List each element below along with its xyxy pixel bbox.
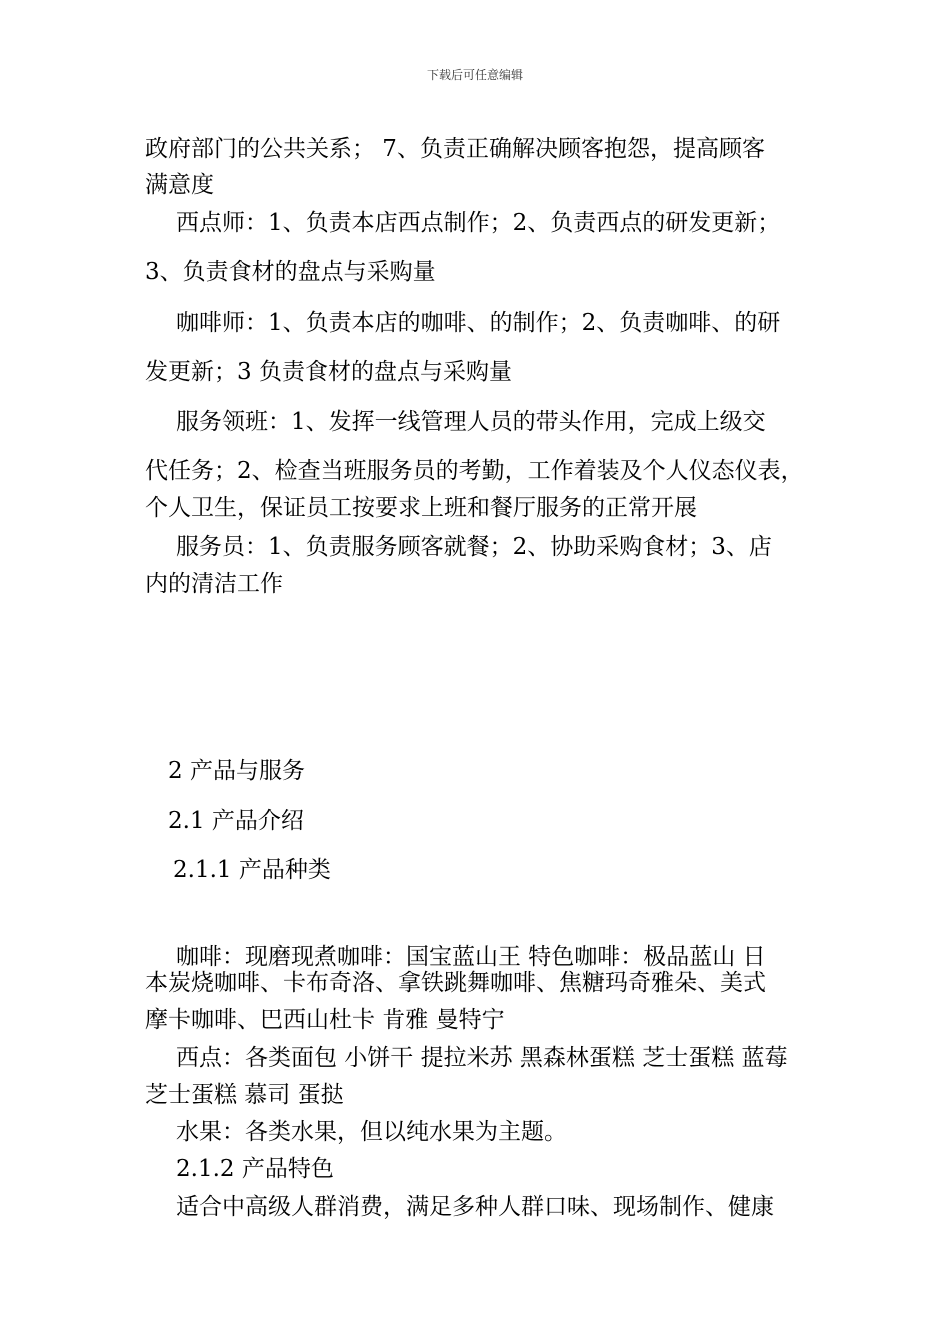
text-line: 政府部门的公共关系； 7、负责正确解决顾客抱怨，提高顾客 [145, 136, 765, 162]
subsubsection-heading: 2.1.1 产品种类 [173, 857, 331, 883]
text-line: 适合中高级人群消费，满足多种人群口味、现场制作、健康 [176, 1194, 774, 1220]
text-line: 满意度 [145, 172, 214, 198]
section-heading: 2 产品与服务 [168, 758, 305, 784]
text-line: 发更新；3 负责食材的盘点与采购量 [145, 359, 512, 385]
text-line: 内的清洁工作 [145, 571, 283, 597]
text-line: 芝士蛋糕 慕司 蛋挞 [145, 1082, 344, 1108]
text-line: 水果：各类水果，但以纯水果为主题。 [176, 1119, 567, 1145]
text-line: 摩卡咖啡、巴西山杜卡 肯雅 曼特宁 [145, 1007, 505, 1033]
subsubsection-heading: 2.1.2 产品特色 [176, 1156, 334, 1182]
text-line: 服务领班：1、发挥一线管理人员的带头作用，完成上级交 [176, 409, 766, 435]
subsection-heading: 2.1 产品介绍 [168, 808, 304, 834]
text-line: 服务员：1、负责服务顾客就餐；2、协助采购食材；3、店 [176, 534, 772, 560]
text-line: 本炭烧咖啡、卡布奇洛、拿铁跳舞咖啡、焦糖玛奇雅朵、美式 [145, 970, 766, 996]
text-line: 西点师：1、负责本店西点制作；2、负责西点的研发更新； [176, 210, 781, 236]
text-line: 代任务；2、检查当班服务员的考勤，工作着装及个人仪态仪表， [145, 458, 804, 484]
page-header-watermark: 下载后可任意编辑 [426, 68, 523, 82]
text-line: 3、负责食材的盘点与采购量 [145, 259, 436, 285]
text-line: 咖啡：现磨现煮咖啡：国宝蓝山王 特色咖啡：极品蓝山 日 [176, 944, 766, 970]
text-line: 西点：各类面包 小饼干 提拉米苏 黑森林蛋糕 芝士蛋糕 蓝莓 [176, 1045, 788, 1071]
text-line: 咖啡师：1、负责本店的咖啡、的制作；2、负责咖啡、的研 [176, 310, 781, 336]
text-line: 个人卫生，保证员工按要求上班和餐厅服务的正常开展 [145, 495, 697, 521]
